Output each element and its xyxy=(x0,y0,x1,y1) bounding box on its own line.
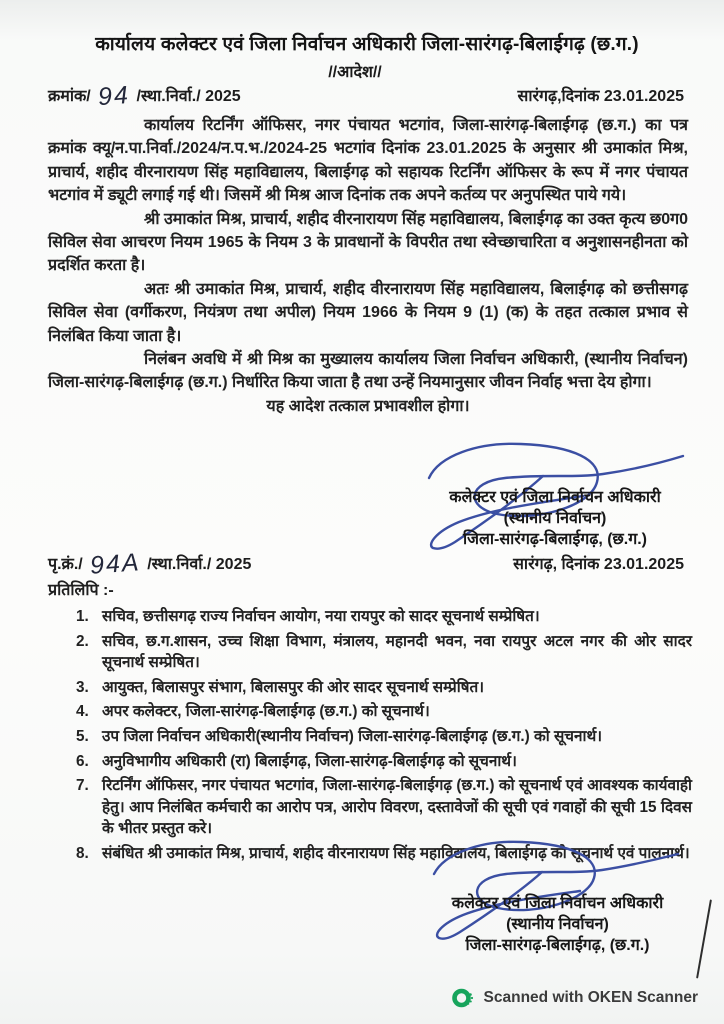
endorsement-row xyxy=(48,548,684,580)
scanner-watermark xyxy=(451,986,698,1010)
list-item-number: 8. xyxy=(76,844,89,862)
list-item-text: सचिव, छत्तीसगढ़ राज्य निर्वाचन आयोग, नया रायपुर को सादर सूचनार्थ सम्प्रेषित। xyxy=(102,608,540,625)
order-heading: //आदेश// xyxy=(328,64,382,81)
signature-block-bottom xyxy=(425,893,690,956)
endorsement-place-date: सारंगढ़, दिनांक 23.01.2025 xyxy=(513,556,684,573)
reference-row xyxy=(48,80,684,112)
order-body xyxy=(48,114,688,418)
copy-list xyxy=(76,606,692,868)
list-item-number: 3. xyxy=(76,678,89,696)
reference-place-date: सारंगढ़,दिनांक 23.01.2025 xyxy=(517,88,684,105)
signatory-department: (स्थानीय निर्वाचन) xyxy=(503,510,607,527)
list-item-text: अपर कलेक्टर, जिला-सारंगढ़-बिलाईगढ़ (छ.ग.) को सूचनार्थ। xyxy=(102,703,430,721)
list-item-number: 6. xyxy=(76,752,89,770)
paragraph-2: श्री उमाकांत मिश्र, प्राचार्य, शहीद वीरनारायण सिंह महाविद्यालय, बिलाईगढ़ का उक्त कृत्य छ0ग0 सिविल सेवा आचरण नियम 1965 के नियम 3 के प्रावधानों के विपरीत तथा स्वेच्छाचारिता व अनुशासनहीनता को प्रदर्शित करता है। xyxy=(48,210,688,275)
signature-block-top xyxy=(420,487,690,550)
paragraph-4: निलंबन अवधि में श्री मिश्र का मुख्यालय कार्यालय जिला निर्वाचन अधिकारी, (स्थानीय निर्वाचन) जिला-सारंगढ़-बिलाईगढ़ (छ.ग.) निर्धारित किया जाता है तथा उन्हें नियमानुसार जीवन निर्वाह भत्ता देय होगा। xyxy=(48,351,688,392)
paragraph-3: अतः श्री उमाकांत मिश्र, प्राचार्य, शहीद वीरनारायण सिंह महाविद्यालय, बिलाईगढ़ को छत्तीसगढ़ सिविल सेवा (वर्गीकरण, नियंत्रण तथा अपील) नियम 1966 के नियम 9 (1) (क) के तहत तत्काल प्रभाव से निलंबित किया जाता है। xyxy=(48,280,688,345)
oken-scanner-icon xyxy=(451,986,475,1010)
endorsement-number-handwritten: 94A xyxy=(88,548,142,580)
effective-line: यह आदेश तत्काल प्रभावशील होगा। xyxy=(266,397,470,415)
list-item-text: उप जिला निर्वाचन अधिकारी(स्थानीय निर्वाचन) जिला-सारंगढ़-बिलाईगढ़ (छ.ग.) को सूचनार्थ। xyxy=(102,727,603,745)
list-item-text: आयुक्त, बिलासपुर संभाग, बिलासपुर की ओर सादर सूचनार्थ सम्प्रेषित। xyxy=(102,678,485,696)
endorsement-number-prefix: पृ.क्रं./ xyxy=(48,556,83,573)
reference-number-handwritten: 94 xyxy=(96,80,131,112)
list-item xyxy=(76,751,692,773)
list-item xyxy=(76,701,692,723)
list-item-text: रिटर्निंग ऑफिसर, नगर पंचायत भटगांव, जिला-सारंगढ़-बिलाईगढ़ (छ.ग.) को सूचनार्थ एवं आवश्यक कार्यवाही हेतु। आप निलंबित कर्मचारी का आरोप पत्र, आरोप विवरण, दस्तावेजों की सूची एवं गवाहों की सूची 15 दिवस के भीतर प्रस्तुत करे। xyxy=(102,777,692,838)
signatory-department: (स्थानीय निर्वाचन) xyxy=(506,916,609,933)
list-item xyxy=(76,606,692,628)
reference-number-suffix: /स्था.निर्वा./ 2025 xyxy=(136,88,241,105)
list-item xyxy=(76,843,692,865)
list-item-text: संबंधित श्री उमाकांत मिश्र, प्राचार्य, शहीद वीरनारायण सिंह महाविद्यालय, बिलाईगढ़ को सूचनार्थ एवं पालनार्थ। xyxy=(102,844,690,862)
list-item xyxy=(76,726,692,748)
list-item-text: अनुविभागीय अधिकारी (रा) बिलाईगढ़, जिला-सारंगढ़-बिलाईगढ़ को सूचनार्थ। xyxy=(102,752,517,770)
reference-number-prefix: क्रमांक/ xyxy=(48,88,91,105)
signatory-district: जिला-सारंगढ़-बिलाईगढ़, (छ.ग.) xyxy=(465,937,650,954)
list-item xyxy=(76,775,692,840)
endorsement-number-suffix: /स्था.निर्वा./ 2025 xyxy=(147,556,252,573)
scan-crease-mark xyxy=(696,899,712,978)
list-item xyxy=(76,631,692,674)
paragraph-1: कार्यालय रिटर्निंग ऑफिसर, नगर पंचायत भटगांव, जिला-सारंगढ़-बिलाईगढ़ (छ.ग.) का पत्र क्रमांक क्यू/न.पा.निर्वा./2024/न.प.भ./2024-25 भटगांव दिनांक 23.01.2025 के अनुसार श्री उमाकांत मिश्र, प्राचार्य, शहीद वीरनारायण सिंह महाविद्यालय, बिलाईगढ़ को सहायक रिटर्निंग ऑफिसर के रूप में नगर पंचायत भटगांव में ड्यूटी लगाई गई थी। जिसमें श्री मिश्र आज दिनांक तक अपने कर्तव्य पर अनुपस्थित पाये गये। xyxy=(48,117,688,205)
list-item-number: 2. xyxy=(76,632,89,650)
office-title: कार्यालय कलेक्टर एवं जिला निर्वाचन अधिकारी जिला-सारंगढ़-बिलाईगढ़ (छ.ग.) xyxy=(95,34,639,55)
signatory-district: जिला-सारंगढ़-बिलाईगढ़, (छ.ग.) xyxy=(463,531,647,548)
list-item-number: 1. xyxy=(76,608,89,625)
signatory-designation: कलेक्टर एवं जिला निर्वाचन अधिकारी xyxy=(449,489,661,506)
copy-heading: प्रतिलिपि :- xyxy=(48,582,114,599)
list-item-text: सचिव, छ.ग.शासन, उच्च शिक्षा विभाग, मंत्रालय, महानदी भवन, नवा रायपुर अटल नगर की ओर सादर सूचनार्थ सम्प्रेषित। xyxy=(102,632,692,672)
list-item-number: 7. xyxy=(76,777,89,795)
scanner-watermark-text: Scanned with OKEN Scanner xyxy=(483,989,698,1006)
list-item-number: 4. xyxy=(76,703,89,721)
list-item-number: 5. xyxy=(76,727,89,745)
signatory-designation: कलेक्टर एवं जिला निर्वाचन अधिकारी xyxy=(451,895,664,912)
list-item xyxy=(76,677,692,699)
